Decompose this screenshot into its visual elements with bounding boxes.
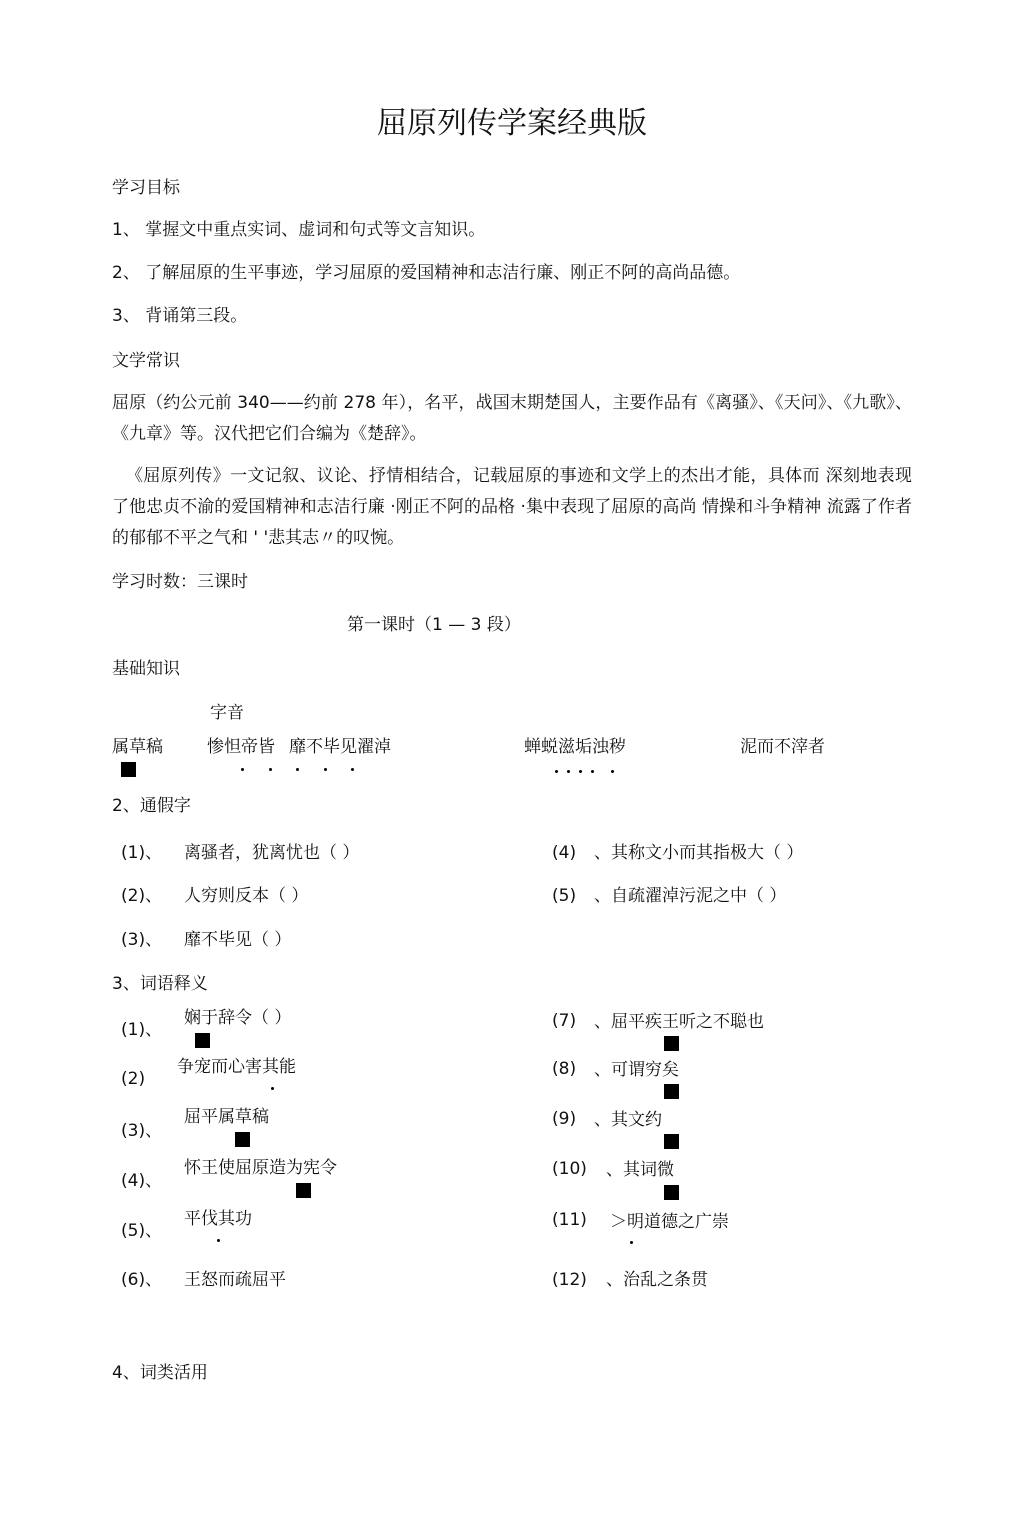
item-number: (4)、 (121, 1171, 163, 1191)
emphasis-dot-mark (351, 768, 354, 771)
item-number: (11) (552, 1210, 587, 1230)
item-text: 靡不毕见（ ） (184, 930, 292, 950)
emphasis-dot-mark (241, 768, 244, 771)
item-text: 、治乱之条贯 (606, 1270, 708, 1290)
emphasis-dot-mark (611, 770, 614, 773)
emphasis-square-mark (296, 1183, 311, 1198)
item-number: (10) (552, 1159, 587, 1179)
study-hours: 学习时数：三课时 (112, 572, 248, 592)
item-text: 、其文约 (594, 1110, 662, 1130)
emphasis-dot-mark (579, 770, 582, 773)
pronunciation-word: 泥而不滓者 (740, 737, 825, 757)
item-number: (5)、 (121, 1221, 163, 1241)
objectives-heading: 学习目标 (112, 178, 180, 198)
objective-item: 1、 掌握文中重点实词、虚词和句式等文言知识。 (112, 220, 486, 240)
item-text: 争宠而心害其能 (177, 1057, 296, 1077)
emphasis-dot-mark (217, 1239, 220, 1242)
objective-item: 3、 背诵第三段。 (112, 306, 248, 326)
emphasis-square-mark (664, 1185, 679, 1200)
wordclass-heading: 4、词类活用 (112, 1363, 208, 1383)
emphasis-square-mark (664, 1036, 679, 1051)
emphasis-dot-mark (269, 768, 272, 771)
pronunciation-word: 蝉蜕滋垢浊秽 (524, 737, 626, 757)
item-text: 、其称文小而其指极大（ ） (594, 843, 804, 863)
item-text: 屈平属草稿 (184, 1107, 269, 1127)
emphasis-dot-mark (591, 770, 594, 773)
pronunciation-word: 惨怛帝皆 (207, 737, 275, 757)
emphasis-dot-mark (271, 1087, 274, 1090)
item-number: (2)、 (121, 886, 163, 906)
emphasis-square-mark (121, 762, 136, 777)
item-number: (3)、 (121, 930, 163, 950)
emphasis-square-mark (664, 1084, 679, 1099)
item-number: (6)、 (121, 1270, 163, 1290)
item-text: 娴于辞令（ ） (184, 1008, 292, 1028)
item-text: 怀王使屈原造为宪令 (184, 1158, 337, 1178)
emphasis-square-mark (664, 1134, 679, 1149)
pronunciation-heading: 字音 (210, 703, 244, 723)
item-text: 、其词微 (606, 1160, 674, 1180)
item-number: (3)、 (121, 1121, 163, 1141)
item-number: (2) (121, 1069, 146, 1089)
emphasis-dot-mark (630, 1241, 633, 1244)
basics-heading: 基础知识 (112, 659, 180, 679)
pronunciation-word: 靡不毕见濯淖 (289, 737, 391, 757)
item-number: (7) (552, 1011, 577, 1031)
emphasis-dot-mark (324, 768, 327, 771)
words-heading: 3、词语释义 (112, 974, 208, 994)
literature-heading: 文学常识 (112, 351, 180, 371)
item-number: (1)、 (121, 1020, 163, 1040)
objective-item: 2、 了解屈原的生平事迹，学习屈原的爱国精神和志洁行廉、刚正不阿的高尚品德。 (112, 263, 741, 283)
item-text: ＞明道德之广崇 (610, 1212, 729, 1232)
item-number: (4) (552, 843, 577, 863)
emphasis-dot-mark (555, 770, 558, 773)
item-number: (12) (552, 1270, 587, 1290)
literature-paragraph: 《屈原列传》一文记叙、议论、抒情相结合，记载屈原的事迹和文学上的杰出才能，具体而 深刻地表现了他忠贞不渝的爱国精神和志洁行廉 ·刚正不阿的品格 ·集中表现了屈原的高尚 情操和斗争精神 流露了作者的郁郁不平之气和 ' '悲其志〃的叹惋。 (112, 466, 912, 548)
pronunciation-word: 属草稿 (112, 737, 163, 757)
document-title: 屈原列传学案经典版 (377, 106, 647, 141)
item-text: 、屈平疾王听之不聪也 (594, 1012, 764, 1032)
item-text: 离骚者，犹离忧也（ ） (184, 843, 360, 863)
item-text: 、可谓穷矣 (594, 1060, 679, 1080)
item-number: (5) (552, 886, 577, 906)
emphasis-dot-mark (567, 770, 570, 773)
emphasis-dot-mark (296, 768, 299, 771)
item-number: (8) (552, 1059, 577, 1079)
item-text: 、自疏濯淖污泥之中（ ） (594, 886, 787, 906)
item-number: (1)、 (121, 843, 163, 863)
lesson-heading: 第一课时（1 — 3 段） (347, 615, 521, 635)
item-number: (9) (552, 1109, 577, 1129)
item-text: 王怒而疏屈平 (184, 1270, 286, 1290)
emphasis-square-mark (195, 1033, 210, 1048)
tongjia-heading: 2、通假字 (112, 796, 191, 816)
item-text: 平伐其功 (184, 1209, 252, 1229)
literature-paragraph: 屈原（约公元前 340——约前 278 年），名平，战国末期楚国人，主要作品有《离骚》、《天问》、《九歌》、《九章》等。汉代把它们合编为《楚辞》。 (112, 393, 912, 444)
emphasis-square-mark (235, 1132, 250, 1147)
item-text: 人穷则反本（ ） (184, 886, 309, 906)
